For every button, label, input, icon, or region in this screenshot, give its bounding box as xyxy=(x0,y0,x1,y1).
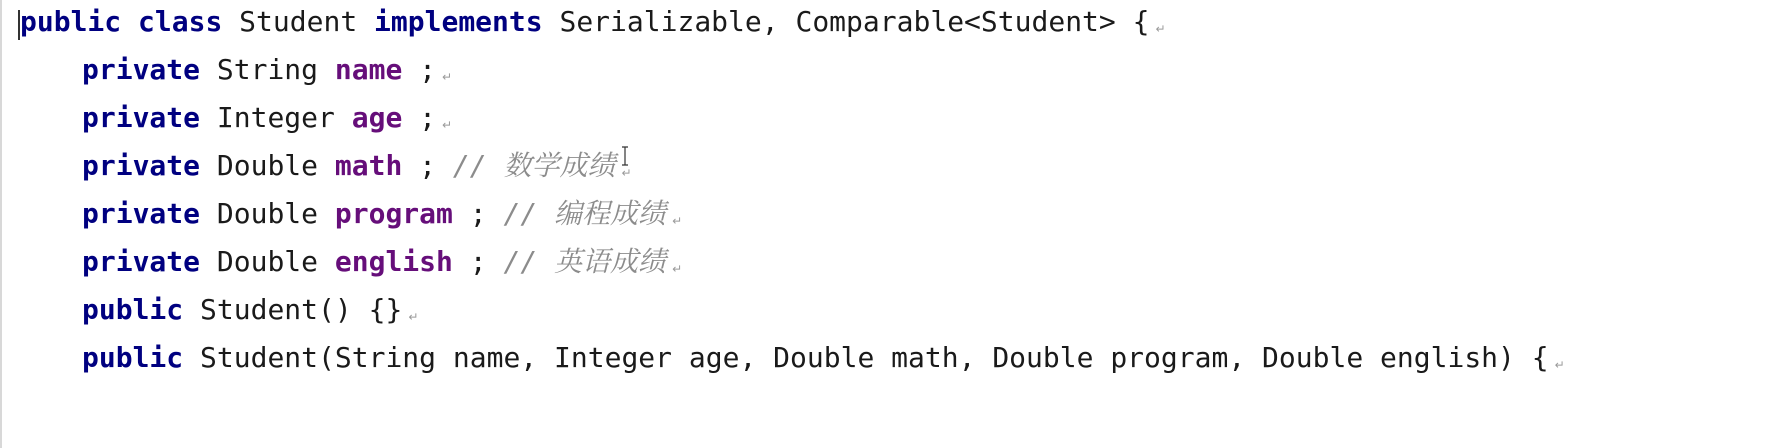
keyword-token: private xyxy=(82,101,201,134)
code-token: Double xyxy=(200,245,335,278)
field-name-token: program xyxy=(334,197,453,230)
text-caret xyxy=(18,10,20,40)
paragraph-mark-icon: ↵ xyxy=(672,262,683,276)
keyword-token: public xyxy=(20,5,122,38)
paragraph-mark-icon: ↵ xyxy=(408,310,419,324)
keyword-token: implements xyxy=(374,5,543,38)
paragraph-mark-icon: ↵ xyxy=(621,166,632,180)
code-line[interactable] xyxy=(20,194,682,234)
comment-text-token: 数学成绩 xyxy=(503,149,616,182)
code-line[interactable] xyxy=(20,98,452,138)
paragraph-mark-icon: ↵ xyxy=(442,118,453,132)
code-token: ; xyxy=(452,245,504,278)
code-token: ; xyxy=(452,197,504,230)
field-name-token: age xyxy=(351,101,403,134)
code-line[interactable] xyxy=(20,242,682,282)
code-token: Double xyxy=(200,197,335,230)
keyword-token: private xyxy=(82,149,201,182)
editor-left-border xyxy=(0,0,2,448)
keyword-token: public xyxy=(82,293,184,326)
field-name-token: english xyxy=(334,245,453,278)
comment-token: // xyxy=(452,149,504,182)
code-token: Student xyxy=(222,5,375,38)
paragraph-mark-icon: ↵ xyxy=(1554,358,1565,372)
code-line[interactable] xyxy=(20,290,418,330)
code-line[interactable] xyxy=(20,338,1565,378)
code-token: Serializable, Comparable<Student> { xyxy=(542,5,1150,38)
code-line[interactable] xyxy=(20,146,632,186)
code-token: ; xyxy=(402,101,437,134)
comment-text-token: 英语成绩 xyxy=(554,245,667,278)
keyword-token: private xyxy=(82,197,201,230)
keyword-token: class xyxy=(138,5,223,38)
field-name-token: name xyxy=(334,53,403,86)
ibeam-cursor-icon xyxy=(620,146,630,166)
code-token: ; xyxy=(402,53,437,86)
keyword-token: private xyxy=(82,245,201,278)
comment-token: // xyxy=(503,197,555,230)
code-token: Student(String name, Integer age, Double math, Double program, Double english) { xyxy=(183,341,1549,374)
code-token: Student() {} xyxy=(183,293,403,326)
code-token: String xyxy=(200,53,335,86)
keyword-token: public xyxy=(82,341,184,374)
field-name-token: math xyxy=(334,149,403,182)
code-token: Integer xyxy=(200,101,352,134)
keyword-token: private xyxy=(82,53,201,86)
paragraph-mark-icon: ↵ xyxy=(442,70,453,84)
code-line[interactable] xyxy=(20,50,452,90)
paragraph-mark-icon: ↵ xyxy=(672,214,683,228)
comment-text-token: 编程成绩 xyxy=(554,197,667,230)
code-token: Double xyxy=(200,149,335,182)
code-token: ; xyxy=(402,149,453,182)
code-token xyxy=(121,5,138,38)
paragraph-mark-icon: ↵ xyxy=(1155,22,1166,36)
comment-token: // xyxy=(503,245,555,278)
code-line[interactable] xyxy=(20,2,1166,42)
